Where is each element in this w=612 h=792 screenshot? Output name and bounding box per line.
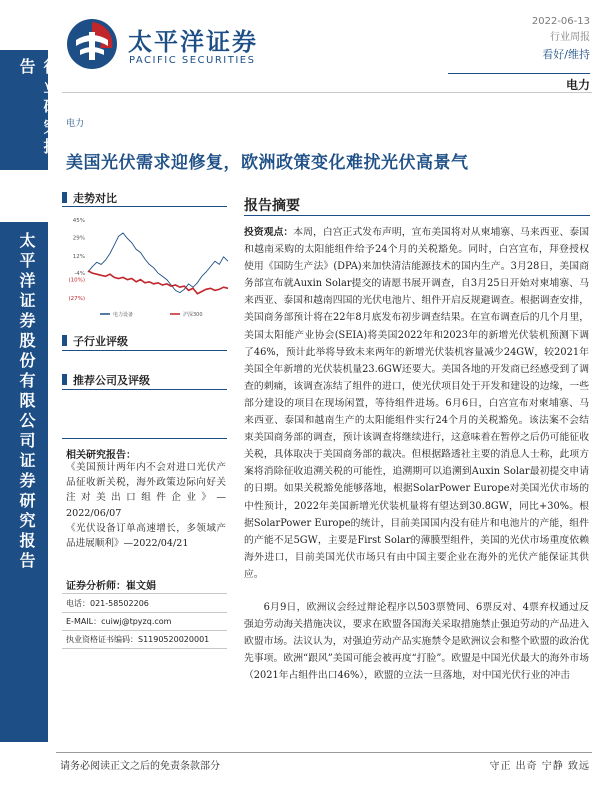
section-divider <box>62 438 227 439</box>
company-logo <box>66 16 266 76</box>
stock-rating-section-head <box>62 372 150 388</box>
related-report-item[interactable]: 《美国预计两年内不会对进口光伏产品征收新关税，海外政策边际向好关注对美出口组件企业》—2022/06/07 <box>66 462 226 519</box>
analyst-divider <box>62 630 227 631</box>
section-divider <box>62 350 227 351</box>
sector-label: 电力 <box>66 119 85 129</box>
header-divider <box>448 73 590 74</box>
chart-y-tick-label: (10%) <box>68 277 85 284</box>
section-divider <box>62 206 227 207</box>
logo-en-text: PACIFIC SECURITIES <box>129 55 256 66</box>
side-category-text: 行业研究报告 <box>17 58 60 158</box>
chart-y-tick-label: 29% <box>72 235 85 242</box>
section-divider <box>62 389 227 390</box>
abstract-divider <box>244 215 590 216</box>
related-report-item[interactable]: 《光伏设备订单高速增长，多领域产品进展顺利》—2022/04/21 <box>66 522 226 550</box>
footer-motto: 守正 出奇 宁静 致远 <box>489 761 590 772</box>
chart-y-tick-label: 12% <box>72 253 85 260</box>
side-company-band <box>0 222 48 742</box>
report-title: 美国光伏需求迎修复，欧洲政策变化难扰光伏高景气 <box>66 153 469 173</box>
abstract-body <box>244 224 589 684</box>
side-category-band <box>0 50 60 170</box>
abstract-paragraph-1 <box>244 224 589 583</box>
section-mark-icon <box>62 374 67 385</box>
analyst-divider <box>62 593 227 594</box>
side-company-text: 太平洋证券股份有限公司证券研究报告 <box>17 232 36 572</box>
industry-rating-section-head <box>62 333 128 349</box>
chart-y-tick-label: 45% <box>72 218 85 224</box>
chart-legend-label: 沪深300 <box>183 312 203 318</box>
abstract-lead: 投资观点： <box>244 227 294 238</box>
analyst-email[interactable]: E-MAIL：cuiwj@tpyzq.com <box>66 617 172 626</box>
report-date: 2022-06-13 <box>531 16 590 27</box>
footer-disclaimer: 请务必阅读正文之后的免责条款部分 <box>60 761 220 772</box>
related-reports-list <box>66 460 226 551</box>
report-type: 行业周报 <box>550 32 590 43</box>
industry-rating-section-label: 子行业评级 <box>73 335 128 348</box>
analyst-license: 执业资格证书编码：S1190520020001 <box>66 635 210 644</box>
abstract-text-1: 本周，白宫正式发布声明，宣布美国将对从柬埔寨、马来西亚、泰国和越南采购的太阳能组件给予24个月的关税豁免。同时，白宫宣布，拜登授权使用《国防生产法》(DPA)来加快清洁能源技术的国内生产。3月28日，美国商务部宣布就Auxin Solar提交的请愿书展开调查，自3月25日开始对柬埔寨、马来西亚、泰国和越南四国的光伏电池片、组件开启反规避调查。根据调查安排，美国商务部预计将在22年8月底发布初步调查结果。在宣布调查后的几个月里，美国太阳能产业协会(SEIA)将美国2022年和2023年的新增光伏装机预测下调了46%，预计此举将导致未来两年的新增光伏装机容量减少24GW，较2021年美国全年新增的光伏装机量23.6GW还要大。美国各地的开发商已经感受到了调查的刺痛，该调查冻结了组件的进口，使光伏项目处于开发和建设的边缘，一些部分建设的项目在现场闲置，等待组件进场。6月6日，白宫宣布对柬埔寨、马来西亚、泰国和越南生产的太阳能组件实行24个月的关税豁免。该法案不会结束美国商务部的调查，预计该调查将继续进行，这意味着在暂停之后仍可能征收关税，具体取决于美国商务部的裁决。但根据路透社主要的消息人士称，此项方案将消除征收追溯关税的可能性，追溯期可以追溯到Auxin Solar最初提交申请的日期。如果关税豁免能够落地，根据SolarPower Europe对美国光伏市场的中性预计，2022年美国新增光伏装机量将有望达到30.8GW，同比+30%。根据SolarPower Europe的统计，目前美国国内没有硅片和电池片的产能，组件的产能不足5GW，主要是First Solar的薄膜型组件，美国的光伏市场重度依赖海外进口，目前美国光伏市场只有由中国主要企业在海外的光伏产能保证其供应。 <box>244 227 590 580</box>
logo-cn-text: 太平洋证券 <box>128 28 258 56</box>
header-industry: 电力 <box>565 78 590 92</box>
header-meta <box>532 14 590 64</box>
chart-legend-label: 电力设备 <box>113 312 134 318</box>
trend-section-label: 走势对比 <box>73 192 117 205</box>
top-rule <box>62 92 592 93</box>
stock-rating-section-label: 推荐公司及评级 <box>73 374 150 387</box>
analyst-divider <box>62 612 227 613</box>
abstract-head: 报告摘要 <box>244 198 300 214</box>
analyst-phone: 电话：021-58502206 <box>66 599 149 608</box>
trend-section-head <box>62 190 117 206</box>
section-mark-icon <box>62 335 67 346</box>
related-reports-head: 相关研究报告： <box>66 450 136 461</box>
abstract-paragraph-2: 6月9日，欧洲议会经过辩论程序以503票赞同、6票反对、4票弃权通过反强迫劳动海关措施决议，要求在欧盟各国海关采取措施禁止强迫劳动的产品进入欧盟市场。法议认为，对强迫劳动产品实施禁令是欧洲议会和整个欧盟的政治优先事项。欧洲“跟风”美国可能会被再度“打脸”。欧盟是中国光伏最大的海外市场（2021年占组件出口46%），欧盟的立法一旦落地，对中国光伏行业的冲击 <box>244 601 589 682</box>
industry-rating: 看好/维持 <box>542 48 590 61</box>
chart-y-tick-label: (27%) <box>68 296 85 302</box>
logo-emblem-icon <box>66 18 118 70</box>
chart-series-line <box>88 271 228 294</box>
footer-rule <box>56 752 592 753</box>
chart-y-tick-label: -4% <box>74 271 85 278</box>
section-mark-icon <box>62 192 67 203</box>
analyst-name: 证券分析师：崔文娟 <box>66 581 156 592</box>
analyst-divider <box>62 648 227 649</box>
trend-chart <box>62 214 232 324</box>
